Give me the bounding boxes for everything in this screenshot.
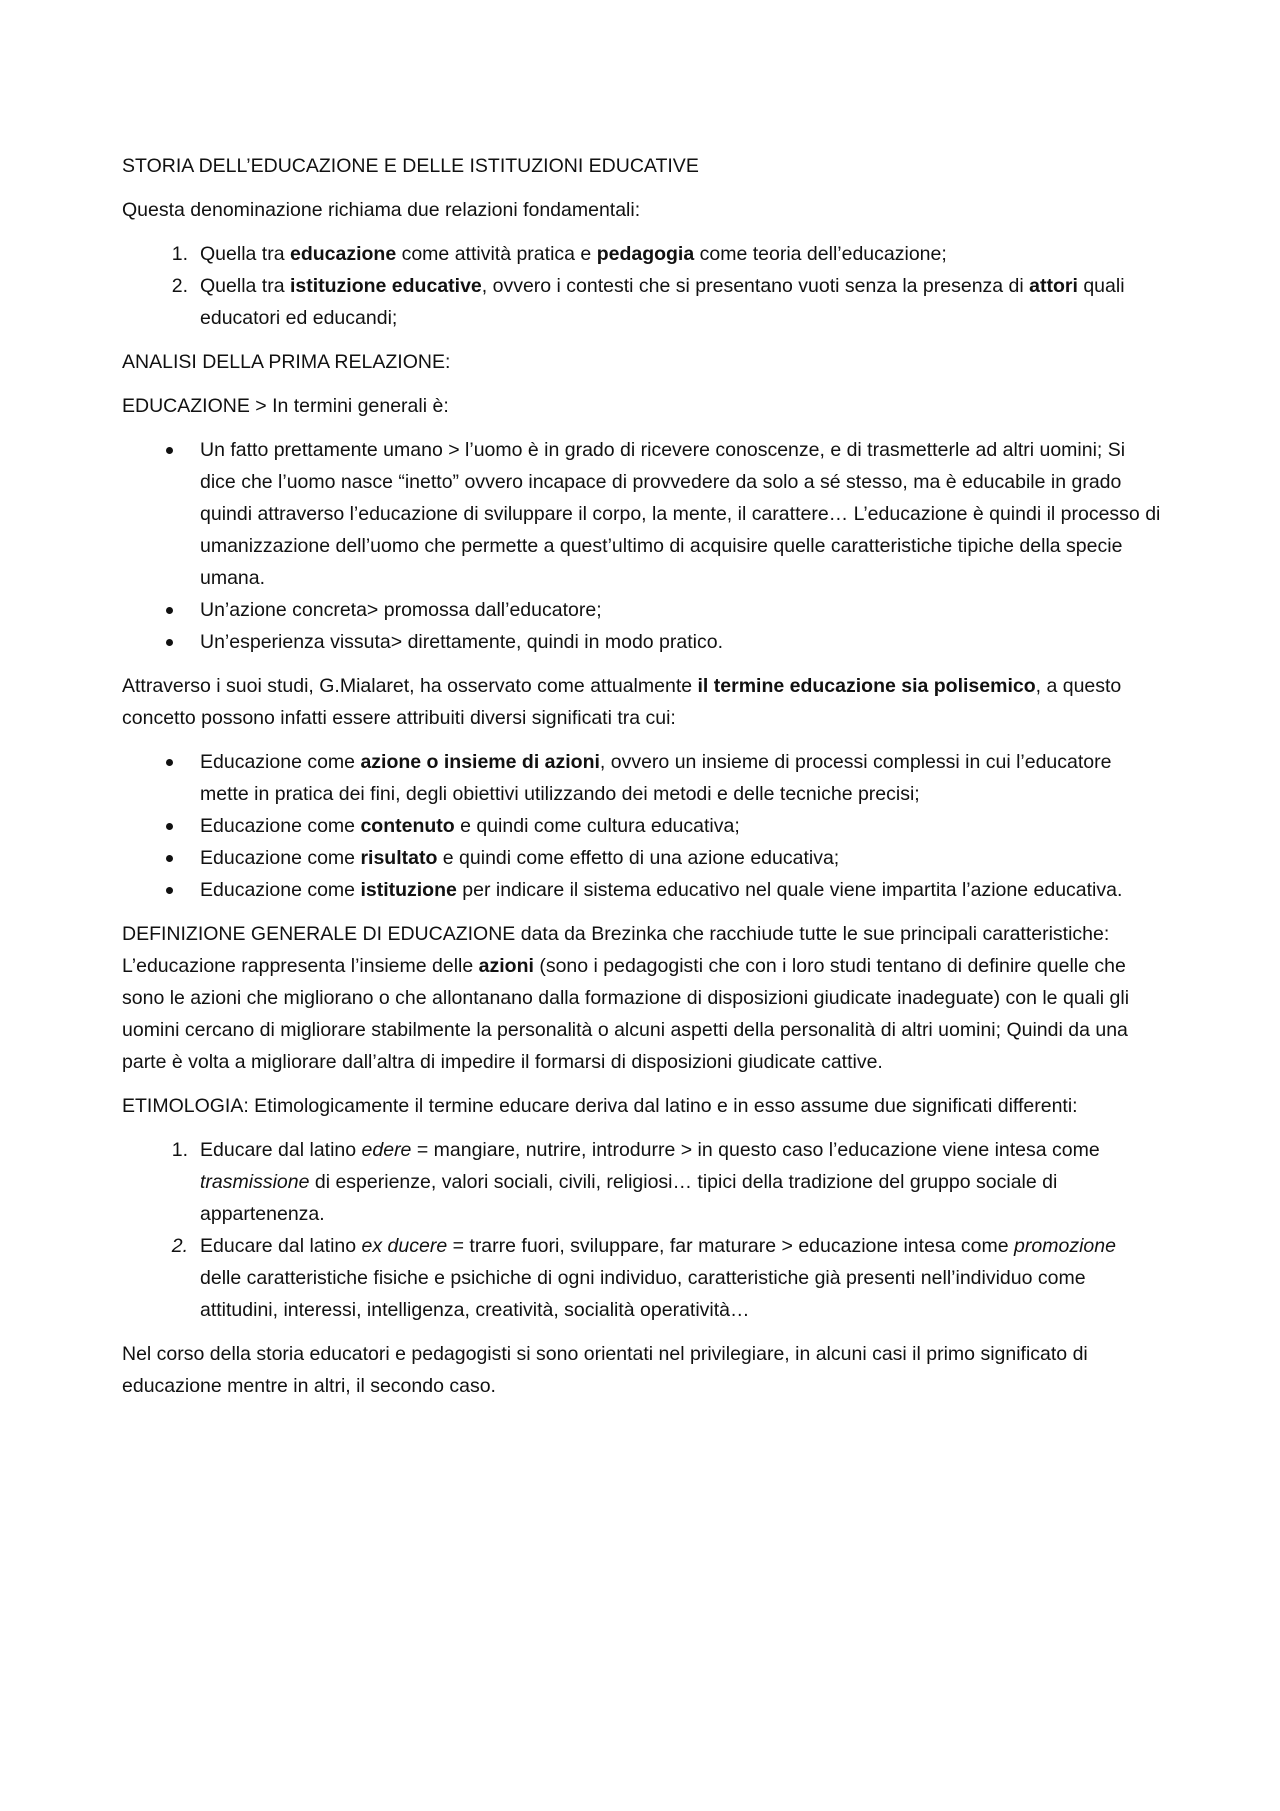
document-title: STORIA DELL’EDUCAZIONE E DELLE ISTITUZIONI EDUCATIVE: [122, 155, 699, 177]
list-item-text: [200, 599, 602, 621]
text-run: e quindi come effetto di una azione educativa;: [437, 847, 840, 869]
bold-text: istituzione educative: [289, 275, 482, 297]
text-run: delle caratteristiche fisiche e psichiche di ogni individuo, caratteristiche già presenti nell’individuo come attitudini, interessi, intelligenza, creatività, socialità operatività…: [200, 1267, 1086, 1321]
list-item: [122, 434, 1162, 594]
meanings-list: [122, 746, 1162, 906]
text-run: di esperienze, valori sociali, civili, religiosi… tipici della tradizione del gruppo sociale di appartenenza.: [200, 1171, 1058, 1225]
bold-text: risultato: [360, 847, 438, 869]
list-item: [122, 1134, 1162, 1230]
bold-text: il termine educazione sia polisemico: [697, 675, 1036, 697]
text-run: Educare dal latino: [200, 1139, 362, 1161]
text-run: Un’azione concreta> promossa dall’educatore;: [200, 599, 602, 621]
text-run: Educare dal latino: [200, 1235, 362, 1257]
education-points-list: [122, 434, 1162, 658]
text-run: , ovvero un insieme di processi complessi in cui l’educatore mette in pratica dei fini, degli obiettivi utilizzando dei metodi e delle tecniche precisi;: [200, 751, 1112, 805]
list-item: [122, 842, 1162, 874]
text-run: (sono i pedagogisti che con i loro studi tentano di definire quelle che sono le azioni che migliorano o che allontanano dalla formazione di disposizioni giudicate inadeguate) con le quali gli uomini cercano di migliorare stabilmente la personalità o alcuni aspetti della personalità di altri uomini; Quindi da una parte è volta a migliorare dall’altra di impedire il formarsi di disposizioni giudicate cattive.: [122, 955, 1130, 1073]
list-item-text: [200, 847, 839, 869]
list-item-text: [200, 631, 723, 653]
list-item-text: [200, 879, 1122, 901]
mialaret-paragraph: [122, 670, 1162, 734]
bold-text: istituzione: [360, 879, 457, 901]
text-run: Educazione come: [200, 751, 361, 773]
list-item: [122, 874, 1162, 906]
relations-list: [122, 238, 1162, 334]
list-number: 2.: [171, 275, 188, 297]
intro-paragraph: Questa denominazione richiama due relazioni fondamentali:: [122, 199, 641, 221]
list-item-text: [200, 815, 740, 837]
text-run: Educazione come: [200, 879, 361, 901]
bullet-icon: [166, 887, 173, 894]
list-item-text: [200, 275, 1125, 329]
list-item-text: [200, 1139, 1100, 1225]
list-item: [122, 238, 1162, 270]
education-heading: EDUCAZIONE > In termini generali è:: [122, 395, 449, 417]
definition-heading: DEFINIZIONE GENERALE DI EDUCAZIONE data da Brezinka che racchiude tutte le sue principali caratteristiche:: [122, 923, 1110, 945]
list-number: 2.: [171, 1235, 188, 1257]
text-run: quali educatori ed educandi;: [200, 275, 1125, 329]
list-item: [122, 626, 1162, 658]
bullet-icon: [166, 855, 173, 862]
text-run: Educazione come: [200, 847, 361, 869]
list-item-text: [200, 751, 1111, 805]
italic-text: ex ducere: [361, 1235, 448, 1257]
text-run: Quella tra: [200, 275, 290, 297]
bold-text: azione o insieme di azioni: [360, 751, 600, 773]
list-item: [122, 1230, 1162, 1326]
text-run: Un fatto prettamente umano > l’uomo è in grado di ricevere conoscenze, e di trasmetterle ad altri uomini; Si dice che l’uomo nasce “inetto” ovvero incapace di provvedere da solo a sé stesso, ma è educabile in grado quindi attraverso l’educazione di sviluppare il corpo, la mente, il carattere… L’educazione è quindi il processo di umanizzazione dell’uomo che permette a quest’ultimo di acquisire quelle caratteristiche tipiche della specie umana.: [200, 439, 1161, 589]
bullet-icon: [166, 447, 173, 454]
text-run: Quella tra: [200, 243, 290, 265]
list-item: [122, 594, 1162, 626]
list-item-text: [200, 1235, 1116, 1321]
text-run: Un’esperienza vissuta> direttamente, quindi in modo pratico.: [200, 631, 723, 653]
list-item-text: [200, 243, 947, 265]
text-run: = trarre fuori, sviluppare, far maturare > educazione intesa come: [447, 1235, 1015, 1257]
text-run: e quindi come cultura educativa;: [454, 815, 740, 837]
text-run: per indicare il sistema educativo nel quale viene impartita l’azione educativa.: [456, 879, 1123, 901]
bullet-icon: [166, 607, 173, 614]
bullet-icon: [166, 639, 173, 646]
text-run: , a questo concetto possono infatti essere attribuiti diversi significati tra cui:: [122, 675, 1122, 729]
document-page: [122, 150, 1162, 1414]
definition-paragraph: [122, 950, 1162, 1078]
list-item: [122, 810, 1162, 842]
bullet-icon: [166, 759, 173, 766]
list-item: [122, 270, 1162, 334]
bold-text: pedagogia: [596, 243, 695, 265]
closing-paragraph: Nel corso della storia educatori e pedagogisti si sono orientati nel privilegiare, in alcuni casi il primo significato di educazione mentre in altri, il secondo caso.: [122, 1343, 1088, 1397]
text-run: come attività pratica e: [396, 243, 597, 265]
list-item-text: [200, 439, 1160, 589]
text-run: Attraverso i suoi studi, G.Mialaret, ha osservato come attualmente: [122, 675, 698, 697]
text-run: , ovvero i contesti che si presentano vuoti senza la presenza di: [481, 275, 1030, 297]
text-run: L’educazione rappresenta l’insieme delle: [122, 955, 479, 977]
bold-text: educazione: [289, 243, 397, 265]
bold-text: azioni: [478, 955, 534, 977]
italic-text: promozione: [1014, 1235, 1116, 1257]
bold-text: contenuto: [360, 815, 455, 837]
etymology-paragraph: ETIMOLOGIA: Etimologicamente il termine educare deriva dal latino e in esso assume due significati differenti:: [122, 1095, 1078, 1117]
etymology-list: [122, 1134, 1162, 1326]
bullet-icon: [166, 823, 173, 830]
italic-text: edere: [361, 1139, 412, 1161]
text-run: = mangiare, nutrire, introdurre > in questo caso l’educazione viene intesa come: [411, 1139, 1100, 1161]
list-number: 1.: [171, 1139, 188, 1161]
analysis-heading: ANALISI DELLA PRIMA RELAZIONE:: [122, 351, 451, 373]
text-run: Educazione come: [200, 815, 361, 837]
list-item: [122, 746, 1162, 810]
italic-text: trasmissione: [200, 1171, 310, 1193]
bold-text: attori: [1029, 275, 1078, 297]
list-number: 1.: [171, 243, 188, 265]
text-run: come teoria dell’educazione;: [694, 243, 947, 265]
